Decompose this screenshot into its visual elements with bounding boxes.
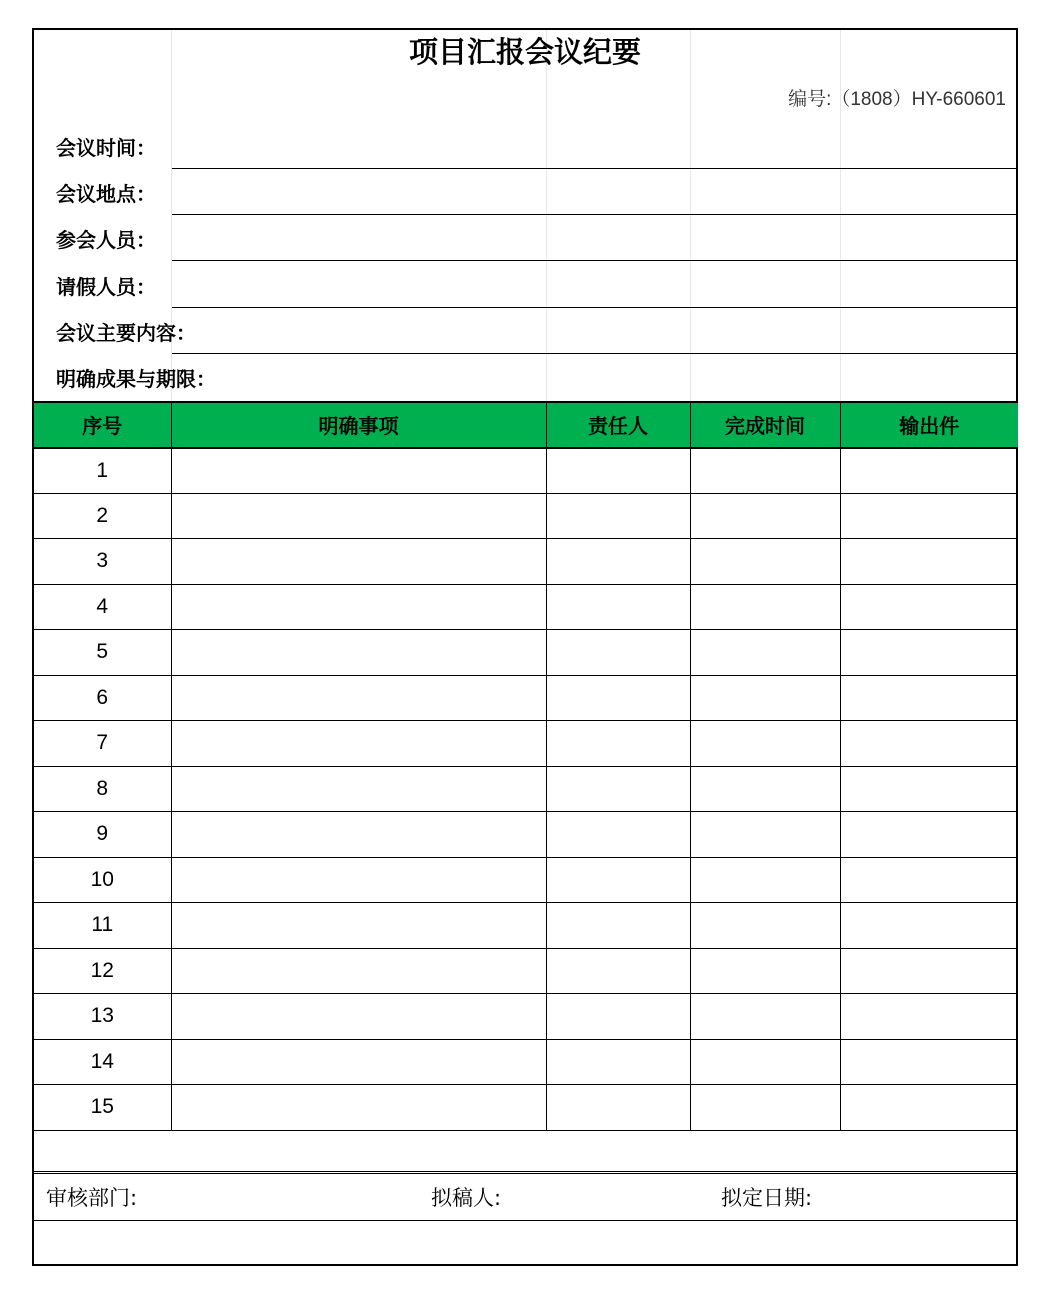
cell-item[interactable] (171, 584, 546, 630)
info-label: 请假人员： (56, 275, 156, 299)
cell-due-time[interactable] (690, 857, 840, 903)
table-row (34, 493, 1018, 539)
info-row-attendees[interactable] (34, 215, 1018, 261)
header-index: 序号 (34, 402, 171, 448)
cell-output[interactable] (840, 857, 1018, 903)
cell-owner[interactable] (546, 1085, 690, 1131)
cell-due-time[interactable] (690, 812, 840, 858)
underline (172, 260, 1018, 261)
cell-owner[interactable] (546, 857, 690, 903)
cell-item[interactable] (171, 994, 546, 1040)
cell-owner[interactable] (546, 493, 690, 539)
cell-output[interactable] (840, 948, 1018, 994)
cell-item[interactable] (171, 493, 546, 539)
signoff-row (34, 1174, 1018, 1221)
info-row-results-deadline[interactable] (34, 354, 1018, 400)
header-item: 明确事项 (171, 402, 546, 448)
table-row (34, 1085, 1018, 1131)
row-index: 13 (34, 994, 171, 1040)
table-row (34, 994, 1018, 1040)
document-title: 项目汇报会议纪要 (408, 35, 641, 69)
cell-due-time[interactable] (690, 948, 840, 994)
cell-output[interactable] (840, 584, 1018, 630)
cell-item[interactable] (171, 857, 546, 903)
cell-due-time[interactable] (690, 493, 840, 539)
draft-date-label: 拟定日期: (721, 1186, 813, 1210)
cell-due-time[interactable] (690, 994, 840, 1040)
cell-output[interactable] (840, 903, 1018, 949)
table-row (34, 630, 1018, 676)
row-index: 15 (34, 1085, 171, 1131)
cell-item[interactable] (171, 766, 546, 812)
spacer-row (34, 1147, 1018, 1174)
cell-owner[interactable] (546, 948, 690, 994)
row-index: 2 (34, 493, 171, 539)
info-row-main-content[interactable] (34, 308, 1018, 354)
row-index: 5 (34, 630, 171, 676)
cell-output[interactable] (840, 812, 1018, 858)
drafter-label: 拟稿人: (431, 1186, 502, 1210)
cell-item[interactable] (171, 1085, 546, 1131)
blank-row[interactable] (34, 1220, 1018, 1266)
table-row (34, 766, 1018, 812)
cell-due-time[interactable] (690, 448, 840, 494)
header-owner: 责任人 (546, 402, 690, 448)
table-row (34, 1039, 1018, 1085)
info-label: 明确成果与期限： (56, 367, 216, 391)
cell-owner[interactable] (546, 1039, 690, 1085)
cell-due-time[interactable] (690, 1039, 840, 1085)
cell-item[interactable] (171, 948, 546, 994)
info-label: 参会人员： (56, 228, 156, 252)
info-label: 会议时间： (56, 136, 156, 160)
cell-output[interactable] (840, 721, 1018, 767)
cell-due-time[interactable] (690, 584, 840, 630)
info-row-absentees[interactable] (34, 262, 1018, 308)
table-row (34, 812, 1018, 858)
row-index: 9 (34, 812, 171, 858)
cell-due-time[interactable] (690, 539, 840, 585)
cell-item[interactable] (171, 539, 546, 585)
info-label: 会议主要内容： (56, 321, 196, 345)
cell-output[interactable] (840, 1039, 1018, 1085)
cell-owner[interactable] (546, 812, 690, 858)
cell-owner[interactable] (546, 584, 690, 630)
review-dept-label: 审核部门: (46, 1186, 138, 1210)
header-output: 输出件 (840, 402, 1018, 448)
info-row-meeting-location[interactable] (34, 169, 1018, 215)
info-label: 会议地点： (56, 182, 156, 206)
cell-due-time[interactable] (690, 675, 840, 721)
cell-output[interactable] (840, 766, 1018, 812)
cell-output[interactable] (840, 994, 1018, 1040)
cell-item[interactable] (171, 812, 546, 858)
cell-output[interactable] (840, 493, 1018, 539)
cell-due-time[interactable] (690, 1085, 840, 1131)
cell-owner[interactable] (546, 903, 690, 949)
table-row (34, 948, 1018, 994)
cell-output[interactable] (840, 675, 1018, 721)
cell-owner[interactable] (546, 448, 690, 494)
table-row (34, 903, 1018, 949)
cell-due-time[interactable] (690, 903, 840, 949)
cell-owner[interactable] (546, 994, 690, 1040)
row-index: 7 (34, 721, 171, 767)
table-row (34, 539, 1018, 585)
row-index: 14 (34, 1039, 171, 1085)
header-due-time: 完成时间 (690, 402, 840, 448)
table-row (34, 721, 1018, 767)
cell-output[interactable] (840, 1085, 1018, 1131)
cell-item[interactable] (171, 721, 546, 767)
table-header-row (34, 402, 1018, 448)
cell-output[interactable] (840, 630, 1018, 676)
cell-due-time[interactable] (690, 630, 840, 676)
document-number: 编号:（1808）HY-660601 (788, 89, 1006, 110)
row-index: 6 (34, 675, 171, 721)
cell-owner[interactable] (546, 630, 690, 676)
row-index: 10 (34, 857, 171, 903)
row-index: 3 (34, 539, 171, 585)
row-index: 12 (34, 948, 171, 994)
cell-owner[interactable] (546, 721, 690, 767)
cell-owner[interactable] (546, 539, 690, 585)
row-index: 11 (34, 903, 171, 949)
table-row (34, 675, 1018, 721)
row-index: 1 (34, 448, 171, 494)
table-row (34, 584, 1018, 630)
action-items-table (34, 401, 1018, 1131)
cell-item[interactable] (171, 630, 546, 676)
cell-owner[interactable] (546, 766, 690, 812)
cell-item[interactable] (171, 1039, 546, 1085)
meeting-minutes-sheet (32, 28, 1018, 1266)
info-row-meeting-time[interactable] (34, 123, 1018, 169)
cell-item[interactable] (171, 903, 546, 949)
cell-due-time[interactable] (690, 766, 840, 812)
table-row (34, 857, 1018, 903)
cell-item[interactable] (171, 448, 546, 494)
cell-item[interactable] (171, 675, 546, 721)
cell-output[interactable] (840, 448, 1018, 494)
row-index: 8 (34, 766, 171, 812)
cell-due-time[interactable] (690, 721, 840, 767)
cell-output[interactable] (840, 539, 1018, 585)
row-index: 4 (34, 584, 171, 630)
cell-owner[interactable] (546, 675, 690, 721)
table-row (34, 448, 1018, 494)
